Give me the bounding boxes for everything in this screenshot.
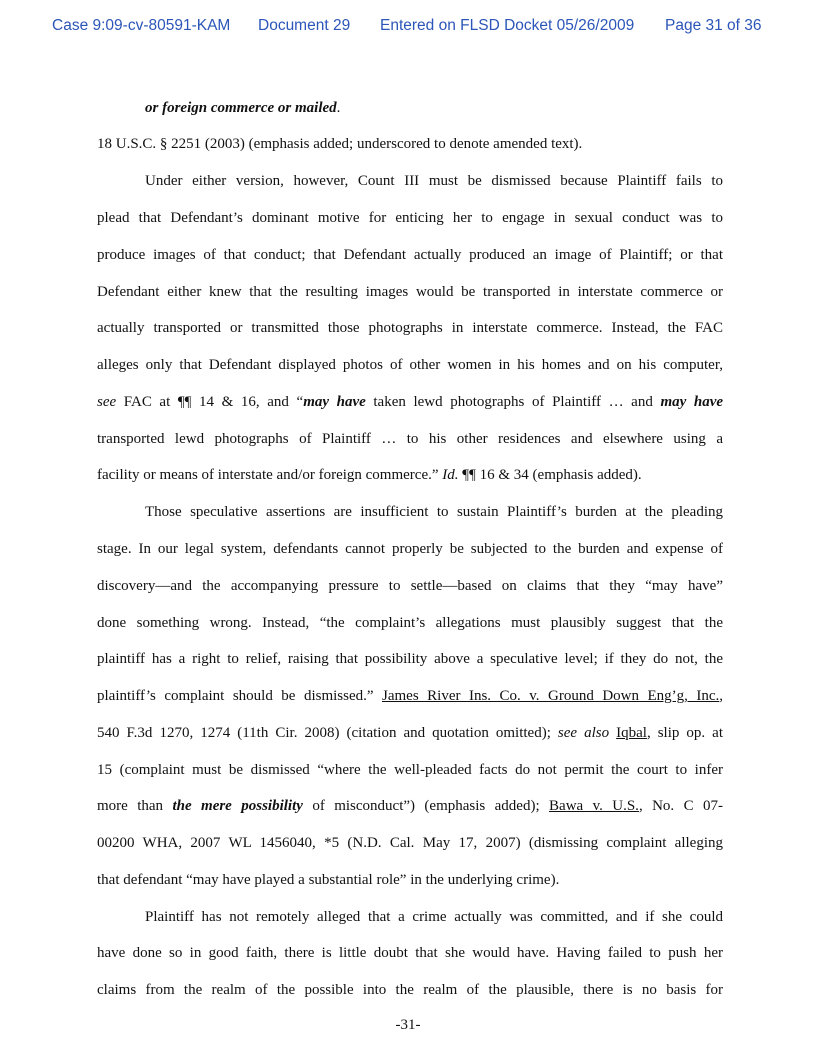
text-line: Defendant either knew that the resulting images would be transported in interstate commerce or [97, 284, 723, 300]
page-number: -31- [395, 1017, 421, 1033]
page-count: Page 31 of 36 [665, 17, 762, 34]
text-line: claims from the realm of the possible into the realm of the plausible, there is no basis for [97, 982, 723, 998]
text-line: or foreign commerce or mailed. [145, 100, 341, 116]
text-line: 18 U.S.C. § 2251 (2003) (emphasis added; underscored to denote amended text). [97, 136, 583, 152]
text-line: stage. In our legal system, defendants cannot properly be subjected to the burden and expense of [97, 541, 723, 557]
text-line: Those speculative assertions are insufficient to sustain Plaintiff’s burden at the pleading [145, 504, 723, 520]
text-line: plaintiff has a right to relief, raising that possibility above a speculative level; if they do not, the [97, 651, 723, 667]
text-line: Under either version, however, Count III must be dismissed because Plaintiff fails to [145, 173, 723, 189]
document-number: Document 29 [258, 17, 351, 34]
docket-entry-date: Entered on FLSD Docket 05/26/2009 [380, 17, 635, 34]
text-line: actually transported or transmitted those photographs in interstate commerce. Instead, the FAC [97, 320, 723, 336]
text-line: done something wrong. Instead, “the complaint’s allegations must plausibly suggest that the [97, 615, 723, 631]
docket-header [0, 17, 816, 39]
case-citation: James River Ins. Co. v. Ground Down Eng’g, Inc. [382, 688, 720, 704]
text-line: plaintiff’s complaint should be dismissed.” James River Ins. Co. v. Ground Down Eng’g, Inc., [97, 688, 724, 704]
text-line: that defendant “may have played a substantial role” in the underlying crime). [97, 872, 560, 888]
text-line: produce images of that conduct; that Defendant actually produced an image of Plaintiff; or that [97, 247, 723, 263]
text-line: have done so in good faith, there is little doubt that she would have. Having failed to push her [97, 945, 723, 961]
text-line: see FAC at ¶¶ 14 & 16, and “may have taken lewd photographs of Plaintiff … and may have [97, 394, 724, 410]
text-line: Plaintiff has not remotely alleged that a crime actually was committed, and if she could [145, 909, 723, 925]
text-line: discovery—and the accompanying pressure to settle—based on claims that they “may have” [97, 578, 723, 594]
case-citation: Bawa v. U.S. [549, 798, 639, 814]
text-line: 540 F.3d 1270, 1274 (11th Cir. 2008) (citation and quotation omitted); see also Iqbal, slip op. at [97, 725, 724, 741]
text-line: transported lewd photographs of Plaintiff … to his other residences and elsewhere using a [97, 431, 723, 447]
case-citation: Iqbal [616, 725, 647, 741]
text-line: plead that Defendant’s dominant motive for enticing her to engage in sexual conduct was to [97, 210, 723, 226]
text-line: 00200 WHA, 2007 WL 1456040, *5 (N.D. Cal. May 17, 2007) (dismissing complaint alleging [97, 835, 723, 851]
text-line: facility or means of interstate and/or foreign commerce.” Id. ¶¶ 16 & 34 (emphasis added). [97, 467, 642, 483]
case-number: Case 9:09-cv-80591-KAM [52, 17, 231, 34]
text-line: alleges only that Defendant displayed photos of other women in his homes and on his computer, [97, 357, 723, 373]
text-line: 15 (complaint must be dismissed “where the well-pleaded facts do not permit the court to infer [97, 762, 723, 778]
text-line: more than the mere possibility of misconduct”) (emphasis added); Bawa v. U.S., No. C 07- [97, 798, 723, 814]
